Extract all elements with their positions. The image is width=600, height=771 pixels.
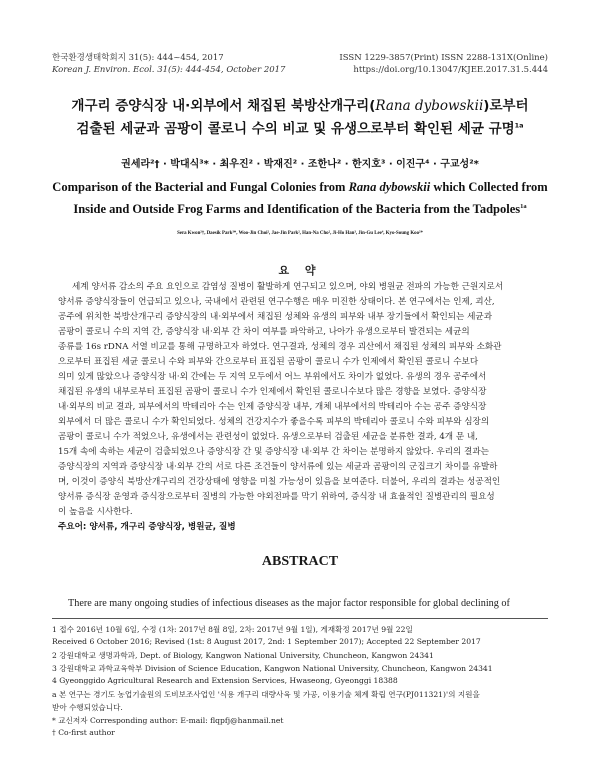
abstract-kr-line: 증양식장의 지역과 증양식장 내·외부 간의 서로 다른 조건들이 양서류에 있는 세균과 곰팡이의 군집크기 차이를 유발하 (58, 462, 498, 472)
abstract-kr-line: 며, 이것이 증양식 북방산개구리의 건강상태에 영향을 미칠 가능성이 있음을 보여준다. 더불어, 우리의 결과는 성공적인 (58, 477, 501, 487)
abstract-kr-line: 채집된 유생의 내부로부터 표집된 곰팡이 콜로니 수가 인제에서 확인된 콜로니수보다 많은 경향을 보였다. 증양식장 (58, 387, 487, 397)
title-kr-text: 개구리 증양식장 내·외부에서 채집된 북방산개구리( (71, 98, 376, 114)
footnote-affiliation: 4 Gyeonggido Agricultural Research and Extension Services, Hwaseong, Gyeonggi 18388 (52, 676, 398, 685)
abstract-kr-line: 으로부터 표집된 세균 콜로니 수와 피부와 간으로부터 표집된 곰팡이 콜로니 수가 인제에서 확인된 콜로니 수보다 (58, 357, 479, 367)
abstract-kr-line: 이 높음을 시사한다. (58, 507, 133, 517)
abstract-kr-line: 내·외부의 비교 결과, 피부에서의 박테리아 수는 인제 증양식장 내부, 개체 내부에서의 박테리아 수는 공주 증양식장 (58, 402, 487, 412)
abstract-kr-line: 곰팡이 콜로니 수의 지역 간, 증양식장 내·외부 간 차이 여부를 파악하고, 나아가 유생으로부터 발견되는 세균의 (58, 327, 470, 337)
title-en-text: which Collected from (430, 180, 548, 194)
abstract-kr-line: 공주에 위치한 북방산개구리 증양식장의 내·외부에서 채집된 성체와 유생의 피부와 내부 장기들에서 확인되는 세균과 (58, 312, 492, 322)
abstract-kr-line: 세계 양서류 감소의 주요 요인으로 감염성 질병이 활발하게 연구되고 있으며, 야외 병원균 전파의 가능한 근원지로서 (72, 282, 504, 292)
doi-link[interactable]: https://doi.org/10.13047/KJEE.2017.31.5.444 (353, 65, 548, 75)
footnote-corresponding-author: * 교신저자 Corresponding author: E-mail: flqpfj@hanmail.net (52, 716, 284, 725)
abstract-kr-line: 양서류 증양식장들이 언급되고 있으나, 국내에서 관련된 연구수행은 매우 미진한 상태이다. 본 연구에서는 인제, 괴산, (58, 297, 495, 307)
footnote-affiliation: 2 강원대학교 생명과학과, Dept. of Biology, Kangwon National University, Chuncheon, Kangwon 24341 (52, 651, 434, 660)
title-en-text: Comparison of the Bacterial and Fungal Colonies from (52, 180, 349, 194)
journal-name-en: Korean J. Environ. Ecol. 31(5): 444-454, October 2017 (52, 65, 286, 75)
footnote-marker: 1a (514, 121, 524, 130)
abstract-kr-line: 15개 속에 속하는 세균이 검출되었으나 증양식장 간 및 증양식장 내·외부 간 차이는 분명하지 않았다. 우리의 결과는 (58, 447, 489, 457)
footnote-received: 1 접수 2016년 10월 6일, 수정 (1차: 2017년 8월 8일, 2차: 2017년 9월 1일), 게재확정 2017년 9월 22일 (52, 625, 413, 634)
species-name-en-title: Rana dybowskii (348, 180, 431, 194)
journal-header-left (52, 52, 285, 76)
title-kr-text: )로부터 (483, 98, 529, 114)
abstract-kr-line: 외부에서 더 많은 콜로니 수가 확인되었다. 성체의 건강지수가 좋을수록 피부의 박테리아 콜로니 수와 피부와 심장의 (58, 417, 490, 427)
species-name-kr-title: Rana dybowskii (375, 98, 484, 114)
footnote-marker: 1a (520, 202, 527, 210)
footnote-funding: a 본 연구는 경기도 농업기술원의 도비보조사업인 '식용 개구리 대량사육 및 가공, 이용기술 체계 확립 연구(PJ011321)'의 지원을 (52, 690, 480, 699)
title-en-line2 (40, 202, 560, 217)
abstract-kr-line: 곰팡이 콜로니 수가 적었으나, 유생에서는 관련성이 없었다. 유생으로부터 검출된 세균을 분류한 결과, 4개 문 내, (58, 432, 478, 442)
abstract-kr-line: 의미 있게 많았으나 증양식장 내·외 간에는 두 지역 모두에서 어느 부위에서도 차이가 없었다. 유생의 경우 공주에서 (58, 372, 487, 382)
abstract-kr-heading: 요 약 (278, 264, 322, 277)
abstract-kr-line: 양서류 증식장 운영과 증식장으로부터 질병의 가능한 야외전파를 막기 위하여, 증식장 내 효율적인 질병관리의 필요성 (58, 492, 495, 502)
journal-name-kr: 한국환경생태학회지 31(5): 444~454, 2017 (52, 53, 224, 63)
authors-en: Sera Kwon²†, Daesik Park³*, Woo-Jin Choi², Jae-Jin Park², Han-Na Cho², Ji-Ho Han³, Jin-Gu Lee⁴, Kyo-Soung Koo²* (177, 231, 423, 236)
journal-header-right (339, 52, 548, 76)
abstract-en-heading: ABSTRACT (261, 554, 339, 569)
title-en-line1 (40, 180, 560, 195)
keywords: 주요어: 양서류, 개구리 증양식장, 병원균, 질병 (58, 522, 236, 532)
title-kr-text: 검출된 세균과 곰팡이 콜로니 수의 비교 및 유생으로부터 확인된 세균 규명 (76, 121, 515, 137)
abstract-kr-line: 종류를 16s rDNA 서열 비교를 통해 규명하고자 하였다. 연구결과, 성체의 경우 괴산에서 채집된 성체의 피부와 소화관 (58, 342, 502, 352)
title-en-text: Inside and Outside Frog Farms and Identification of the Bacteria from the Tadpoles (73, 202, 521, 216)
footnote-divider (52, 618, 548, 619)
footnote-co-first-author: † Co-first author (52, 728, 115, 737)
title-kr-line1 (40, 95, 560, 117)
footnote-received-en: Received 6 October 2016; Revised (1st: 8 August 2017, 2nd: 1 September 2017); Accepted 22 September 2017 (52, 637, 481, 646)
issn: ISSN 1229-3857(Print) ISSN 2288-131X(Online) (339, 53, 548, 63)
authors-kr: 권세라²† · 박대식³* · 최우진² · 박재진² · 조한나² · 한지호³ · 이진구⁴ · 구교성²* (121, 159, 479, 170)
title-kr-line2 (40, 118, 560, 140)
footnote-funding-cont: 받아 수행되었습니다. (52, 703, 123, 712)
footnote-affiliation: 3 강원대학교 과학교육학부 Division of Science Education, Kangwon National University, Chuncheon, Kangwon 24341 (52, 664, 493, 673)
abstract-en-line: There are many ongoing studies of infectious diseases as the major factor responsible for global declining of (68, 598, 510, 609)
